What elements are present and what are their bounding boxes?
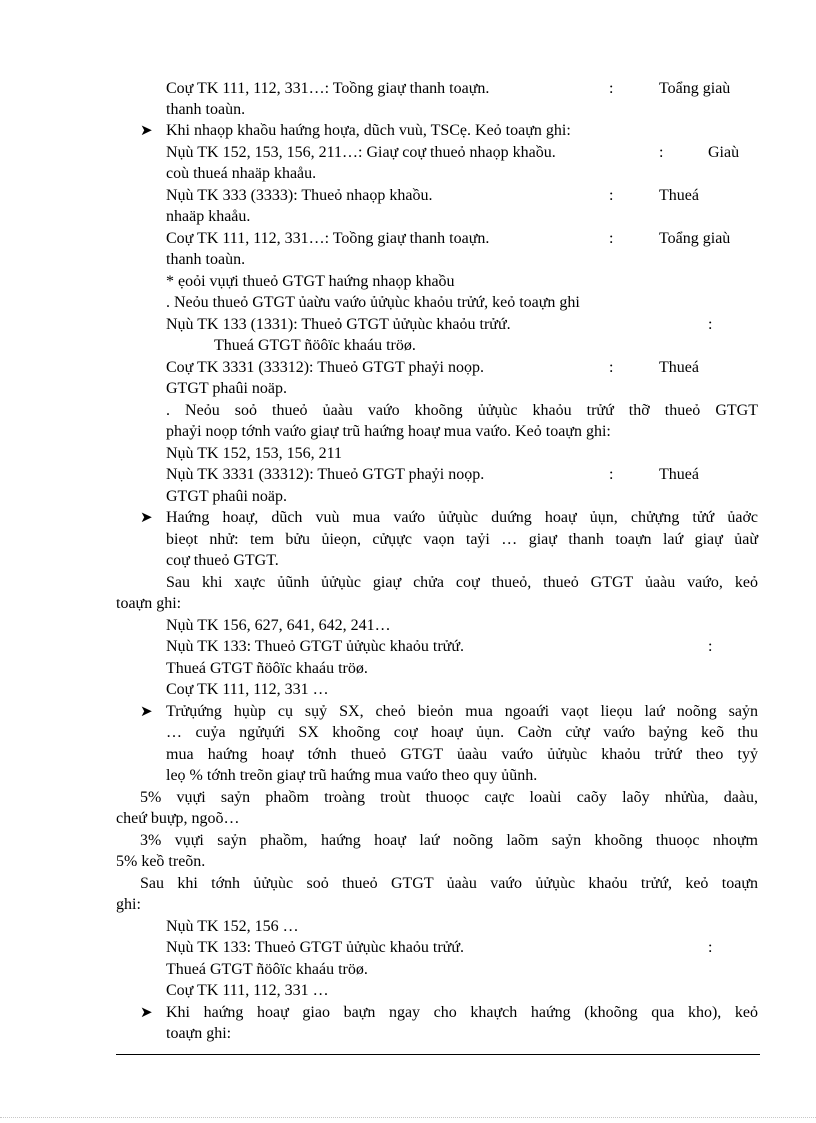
arrow-bullet-icon: ➤ [140, 1005, 153, 1021]
text-line: toaựn ghi: [116, 595, 182, 612]
text-line: Sau khi tớnh ủửụùc soỏ thueỏ GTGT ủaàu vaứo ủửụùc khaỏu trửứ, keỏ toaựn [140, 875, 758, 892]
column-text: Thueá [659, 466, 699, 483]
page-bottom-dotted-border [0, 1117, 816, 1118]
text-line: . Neỏu soỏ thueỏ ủaàu vaứo khoõng ủửụùc khaỏu trửứ thỡ thueỏ GTGT [166, 402, 758, 419]
text-line: GTGT phaûi noäp. [166, 380, 288, 397]
column-text: Thueá [659, 359, 699, 376]
arrow-bullet-icon: ➤ [140, 510, 153, 526]
text-line: Thueá GTGT ñöôïc khaáu tröø. [214, 337, 416, 354]
arrow-bullet-icon: ➤ [140, 704, 153, 720]
text-line: Nụù TK 133 (1331): Thueỏ GTGT ủửụùc khaỏu trửứ. [166, 316, 511, 333]
text-line: Thueá GTGT ñöôïc khaáu tröø. [166, 660, 368, 677]
text-line: Thueá GTGT ñöôïc khaáu tröø. [166, 961, 368, 978]
text-line: … cuỷa ngửụứi SX khoõng coự hoaự ủụn. Caờn cửự vaứo baỷng keõ thu [166, 724, 758, 741]
text-line: Nụù TK 152, 156 … [166, 918, 299, 935]
text-line: Nụù TK 333 (3333): Thueỏ nhaọp khaồu. [166, 187, 433, 204]
text-line: Trửụứng hụùp cụ sụỷ SX, cheỏ bieỏn mua ngoaứi vaọt lieọu laứ noõng saỷn [166, 703, 758, 720]
footer-rule [116, 1054, 760, 1055]
column-separator: : [609, 466, 614, 483]
column-separator: : [708, 939, 713, 956]
text-line: Nụù TK 133: Thueỏ GTGT ủửụùc khaỏu trửứ. [166, 939, 464, 956]
text-line: thanh toaùn. [166, 251, 246, 268]
text-line: Nụù TK 152, 153, 156, 211…: Giaự coự thueỏ nhaọp khaồu. [166, 144, 556, 161]
text-line: Sau khi xaực ủũnh ủửụùc giaự chửa coự thueỏ, thueỏ GTGT ủaàu vaứo, keỏ [166, 574, 758, 591]
text-line: bieọt nhử: tem bửu ủieọn, cửụực vaọn taỷi … giaự thanh toaựn laứ giaự ủaừ [166, 531, 758, 548]
column-separator: : [609, 230, 614, 247]
text-line: leọ % tớnh treõn giaự trũ haứng mua vaứo theo quy ủũnh. [166, 767, 538, 784]
column-text: Thueá [659, 187, 699, 204]
text-line: Khi haứng hoaự giao baựn ngay cho khaựch haứng (khoõng qua kho), keỏ [166, 1004, 758, 1021]
text-line: 5% vụựi saỷn phaồm troàng troùt thuoọc caực loaùi caõy laõy nhửùa, daàu, [140, 789, 758, 806]
column-separator: : [609, 187, 614, 204]
text-line: Coự TK 111, 112, 331 … [166, 982, 329, 999]
column-separator: : [609, 359, 614, 376]
column-text: Giaù [708, 144, 740, 161]
text-line: Coự TK 3331 (33312): Thueỏ GTGT phaỷi noọp. [166, 359, 484, 376]
text-line: Coự TK 111, 112, 331…: Toồng giaự thanh toaựn. [166, 230, 490, 247]
arrow-bullet-icon: ➤ [140, 123, 153, 139]
text-line: GTGT phaûi noäp. [166, 488, 288, 505]
text-line: Coự TK 111, 112, 331…: Toồng giaự thanh toaựn. [166, 80, 490, 97]
text-line: toaựn ghi: [166, 1025, 232, 1042]
text-line: Nụù TK 156, 627, 641, 642, 241… [166, 617, 391, 634]
text-line: coự thueỏ GTGT. [166, 552, 279, 569]
text-line: * ẹoỏi vụựi thueỏ GTGT haứng nhaọp khaồu [166, 273, 455, 290]
column-separator: : [708, 316, 713, 333]
text-line: thanh toaùn. [166, 101, 246, 118]
text-line: . Neỏu thueỏ GTGT ủaừu vaứo ủửụùc khaỏu trửứ, keỏ toaựn ghi [166, 294, 580, 311]
column-text: Toẩng giaù [659, 80, 731, 97]
column-separator: : [708, 638, 713, 655]
text-line: cheứ buựp, ngoõ… [116, 810, 240, 827]
text-line: Nụù TK 3331 (33312): Thueỏ GTGT phaỷi noọp. [166, 466, 485, 483]
text-line: 3% vụựi saỷn phaồm, haứng hoaự laứ noõng laõm saỷn khoõng thuoọc nhoựm [140, 832, 758, 849]
column-separator: : [609, 80, 614, 97]
column-separator: : [659, 144, 664, 161]
text-line: Coự TK 111, 112, 331 … [166, 681, 329, 698]
text-line: mua haứng hoaự tớnh thueỏ GTGT ủaàu vaứo ủửụùc khaỏu trửứ theo tyỷ [166, 746, 758, 763]
text-line: Haứng hoaự, dũch vuù mua vaứo ủửụùc duứng hoaự ủụn, chửựng tửứ ủaởc [166, 509, 758, 526]
text-line: coù thueá nhaäp khaåu. [166, 165, 317, 182]
column-text: Toẩng giaù [659, 230, 731, 247]
text-line: 5% keồ treõn. [116, 853, 206, 870]
text-line: nhaäp khaåu. [166, 208, 251, 225]
text-line: Khi nhaọp khaồu haứng hoựa, dũch vuù, TSCẹ. Keỏ toaựn ghi: [166, 122, 571, 139]
text-line: Nụù TK 133: Thueỏ GTGT ủửụùc khaỏu trửứ. [166, 638, 464, 655]
text-line: ghi: [116, 896, 141, 913]
text-line: phaỷi noọp tớnh vaứo giaự trũ haứng hoaự mua vaứo. Keỏ toaựn ghi: [166, 423, 611, 440]
text-line: Nụù TK 152, 153, 156, 211 [166, 445, 342, 462]
